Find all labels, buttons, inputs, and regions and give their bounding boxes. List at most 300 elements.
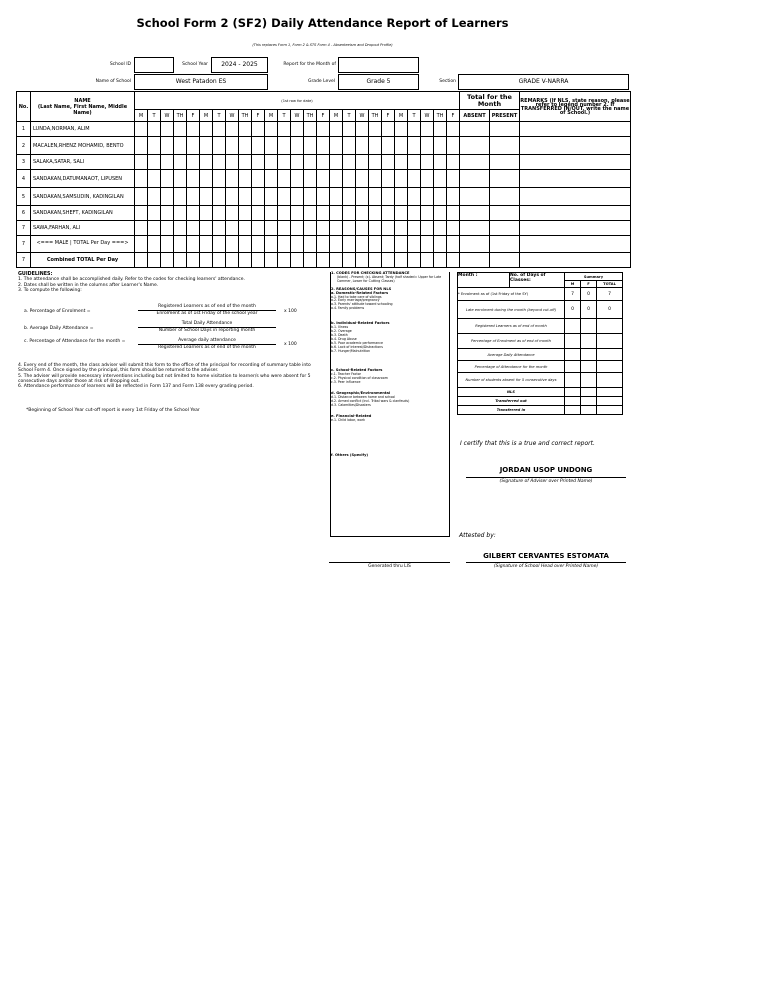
attendance-cell[interactable] — [265, 188, 278, 206]
attendance-cell[interactable] — [278, 155, 291, 170]
total-cell — [161, 236, 174, 253]
attendance-cell[interactable] — [343, 206, 356, 221]
attendance-cell[interactable] — [226, 155, 239, 170]
attendance-cell[interactable] — [317, 155, 330, 170]
learner-row — [17, 170, 631, 188]
attendance-cell[interactable] — [226, 137, 239, 155]
attendance-cell[interactable] — [161, 221, 174, 236]
head-caption: (Signature of School Head over Printed Name) — [493, 564, 599, 569]
summary-value-t: 7 — [597, 288, 623, 301]
day-label: W — [161, 110, 174, 122]
remarks-cell[interactable] — [520, 170, 631, 188]
formula-c-denominator: Registered Learners as of end of the month — [158, 345, 256, 350]
attendance-cell[interactable] — [265, 155, 278, 170]
attendance-cell[interactable] — [265, 221, 278, 236]
attendance-cell[interactable] — [434, 137, 447, 155]
form-title: School Form 2 (SF2) Daily Attendance Report of Learners — [136, 16, 509, 30]
reason-group-e: e. Financial-Related — [331, 413, 372, 418]
adviser-signature-line — [466, 477, 626, 478]
summary-row — [458, 334, 623, 349]
attendance-cell[interactable] — [434, 155, 447, 170]
attendance-cell[interactable] — [135, 122, 148, 137]
attendance-cell[interactable] — [239, 221, 252, 236]
day-label: TH — [174, 110, 187, 122]
summary-m-header: M — [565, 281, 581, 288]
attendance-cell[interactable] — [135, 137, 148, 155]
attendance-cell[interactable] — [239, 188, 252, 206]
attendance-cell[interactable] — [369, 155, 382, 170]
attendance-cell[interactable] — [408, 122, 421, 137]
attendance-cell[interactable] — [447, 221, 460, 236]
present-cell[interactable] — [490, 155, 520, 170]
attendance-cell[interactable] — [421, 221, 434, 236]
attendance-cell[interactable] — [174, 221, 187, 236]
attendance-cell[interactable] — [317, 188, 330, 206]
attendance-cell[interactable] — [291, 188, 304, 206]
attendance-cell[interactable] — [343, 137, 356, 155]
attendance-cell[interactable] — [330, 188, 343, 206]
attendance-cell[interactable] — [356, 137, 369, 155]
month-field[interactable] — [338, 57, 419, 73]
attendance-cell[interactable] — [135, 155, 148, 170]
attendance-cell[interactable] — [291, 206, 304, 221]
attendance-cell[interactable] — [369, 206, 382, 221]
attendance-cell[interactable] — [317, 122, 330, 137]
total-cell — [356, 253, 369, 268]
attendance-cell[interactable] — [343, 170, 356, 188]
learner-name: LUNDA,NORMAN, ALIM — [31, 122, 135, 137]
attendance-cell[interactable] — [395, 188, 408, 206]
attendance-cell[interactable] — [187, 188, 200, 206]
total-cell — [330, 236, 343, 253]
attendance-cell[interactable] — [369, 188, 382, 206]
attendance-cell[interactable] — [395, 170, 408, 188]
summary-row — [458, 373, 623, 388]
total-cell — [434, 236, 447, 253]
guideline-item: 4. Every end of the month, the class adviser will submit this form to the office of the principal for recording of summary table into School Form 4. Once signed by the principal, this form should be returned to the adviser. — [18, 363, 311, 374]
attendance-cell[interactable] — [174, 188, 187, 206]
attendance-cell[interactable] — [369, 221, 382, 236]
summary-value-f — [581, 397, 597, 406]
attendance-cell[interactable] — [213, 137, 226, 155]
reason-item: c.2. Physical condition of classroom — [331, 376, 388, 381]
attendance-cell[interactable] — [317, 206, 330, 221]
attendance-cell[interactable] — [447, 155, 460, 170]
reason-group-f: f. Others (Specify) — [331, 453, 369, 458]
day-label: T — [408, 110, 421, 122]
attendance-cell[interactable] — [408, 221, 421, 236]
school-name-field[interactable]: West Patadon ES — [134, 74, 268, 90]
total-cell — [520, 253, 631, 268]
attendance-cell[interactable] — [330, 170, 343, 188]
absent-cell[interactable] — [460, 206, 490, 221]
adviser-name: JORDAN USOP UNDONG — [499, 466, 593, 474]
attendance-cell[interactable] — [200, 155, 213, 170]
reason-group-d: d. Geographic/Environmental — [331, 391, 391, 396]
total-cell — [174, 236, 187, 253]
summary-value-m — [565, 319, 581, 334]
attendance-cell[interactable] — [317, 221, 330, 236]
summary-value-t — [597, 334, 623, 349]
attendance-cell[interactable] — [408, 206, 421, 221]
reason-item: b.2. Overage — [331, 328, 352, 333]
remarks-cell[interactable] — [520, 206, 631, 221]
attendance-cell[interactable] — [408, 188, 421, 206]
attendance-cell[interactable] — [408, 155, 421, 170]
present-cell[interactable] — [490, 188, 520, 206]
present-cell[interactable] — [490, 137, 520, 155]
present-cell[interactable] — [490, 122, 520, 137]
attendance-cell[interactable] — [330, 122, 343, 137]
attendance-cell[interactable] — [382, 170, 395, 188]
day-label: M — [135, 110, 148, 122]
reason-group-c: c. School-Related Factors — [331, 368, 383, 373]
summary-row — [458, 406, 623, 415]
remarks-cell[interactable] — [520, 155, 631, 170]
absent-cell[interactable] — [460, 122, 490, 137]
attendance-cell[interactable] — [226, 188, 239, 206]
attendance-cell[interactable] — [421, 122, 434, 137]
attendance-cell[interactable] — [291, 137, 304, 155]
learner-row — [17, 155, 631, 170]
remarks-cell[interactable] — [520, 221, 631, 236]
total-cell — [421, 236, 434, 253]
attested-text: Attested by: — [459, 532, 496, 539]
attendance-cell[interactable] — [369, 137, 382, 155]
day-label: M — [265, 110, 278, 122]
attendance-cell[interactable] — [447, 188, 460, 206]
present-cell[interactable] — [490, 221, 520, 236]
attendance-cell[interactable] — [148, 170, 161, 188]
attendance-cell[interactable] — [187, 122, 200, 137]
total-header: Total for the Month — [460, 92, 520, 110]
attendance-cell[interactable] — [265, 137, 278, 155]
attendance-cell[interactable] — [434, 221, 447, 236]
attendance-cell[interactable] — [161, 188, 174, 206]
summary-row-label: Percentage of Attendance for the month — [458, 361, 565, 373]
remarks-cell[interactable] — [520, 137, 631, 155]
reason-group-a: a. Domestic-Related Factors — [331, 290, 389, 295]
attendance-cell[interactable] — [226, 221, 239, 236]
attendance-cell[interactable] — [382, 221, 395, 236]
total-cell — [278, 253, 291, 268]
attendance-cell[interactable] — [304, 188, 317, 206]
attendance-cell[interactable] — [187, 206, 200, 221]
summary-value-m — [565, 373, 581, 388]
attendance-cell[interactable] — [213, 122, 226, 137]
attendance-cell[interactable] — [200, 188, 213, 206]
attendance-cell[interactable] — [447, 206, 460, 221]
attendance-cell[interactable] — [278, 122, 291, 137]
male-total-label: <=== MALE | TOTAL Per Day ===> — [31, 236, 135, 253]
attendance-cell[interactable] — [135, 170, 148, 188]
attendance-cell[interactable] — [317, 137, 330, 155]
attendance-cell[interactable] — [148, 155, 161, 170]
attendance-cell[interactable] — [421, 155, 434, 170]
attendance-cell[interactable] — [369, 122, 382, 137]
attendance-cell[interactable] — [200, 122, 213, 137]
attendance-cell[interactable] — [330, 206, 343, 221]
attendance-cell[interactable] — [434, 170, 447, 188]
attendance-cell[interactable] — [174, 122, 187, 137]
attendance-cell[interactable] — [252, 188, 265, 206]
attendance-cell[interactable] — [421, 206, 434, 221]
attendance-cell[interactable] — [187, 155, 200, 170]
attendance-cell[interactable] — [161, 122, 174, 137]
day-label: T — [213, 110, 226, 122]
attendance-cell[interactable] — [395, 155, 408, 170]
attendance-cell[interactable] — [252, 137, 265, 155]
attendance-cell[interactable] — [148, 188, 161, 206]
summary-row-label: Late enrolment during the month (beyond cut-off) — [458, 301, 565, 319]
attendance-cell[interactable] — [421, 137, 434, 155]
total-cell — [460, 236, 490, 253]
form-subtitle: (This replaces Form 1, Form 2 & STS Form 4 - Absenteeism and Dropout Profile) — [252, 43, 393, 47]
attendance-cell[interactable] — [174, 137, 187, 155]
attendance-cell[interactable] — [434, 122, 447, 137]
summary-value-t — [597, 397, 623, 406]
section-label: Section — [439, 79, 456, 84]
attendance-cell[interactable] — [343, 122, 356, 137]
attendance-cell[interactable] — [356, 170, 369, 188]
attendance-cell[interactable] — [356, 188, 369, 206]
attendance-cell[interactable] — [356, 155, 369, 170]
present-cell[interactable] — [490, 170, 520, 188]
combined-total-label: Combined TOTAL Per Day — [31, 253, 135, 268]
attendance-cell[interactable] — [226, 206, 239, 221]
summary-value-m — [565, 361, 581, 373]
attendance-cell[interactable] — [291, 122, 304, 137]
attendance-cell[interactable] — [252, 155, 265, 170]
attendance-cell[interactable] — [161, 170, 174, 188]
attendance-cell[interactable] — [408, 170, 421, 188]
attendance-cell[interactable] — [343, 155, 356, 170]
attendance-cell[interactable] — [382, 122, 395, 137]
attendance-cell[interactable] — [304, 155, 317, 170]
attendance-cell[interactable] — [148, 137, 161, 155]
attendance-cell[interactable] — [291, 155, 304, 170]
attendance-cell[interactable] — [252, 206, 265, 221]
present-cell[interactable] — [490, 206, 520, 221]
attendance-cell[interactable] — [369, 170, 382, 188]
day-label: M — [200, 110, 213, 122]
day-label: TH — [369, 110, 382, 122]
total-cell — [213, 236, 226, 253]
day-label: F — [187, 110, 200, 122]
attendance-cell[interactable] — [239, 170, 252, 188]
attendance-cell[interactable] — [304, 221, 317, 236]
summary-value-f — [581, 319, 597, 334]
attendance-cell[interactable] — [278, 206, 291, 221]
total-cell — [135, 253, 148, 268]
total-cell — [343, 236, 356, 253]
summary-row — [458, 388, 623, 397]
attendance-cell[interactable] — [226, 122, 239, 137]
attendance-cell[interactable] — [395, 137, 408, 155]
name-header: NAME (Last Name, First Name, Middle Name) — [31, 92, 135, 122]
attendance-cell[interactable] — [200, 206, 213, 221]
attendance-cell[interactable] — [135, 221, 148, 236]
day-label: T — [278, 110, 291, 122]
total-cell — [369, 236, 382, 253]
attendance-cell[interactable] — [161, 206, 174, 221]
attendance-cell[interactable] — [265, 206, 278, 221]
total-cell — [148, 236, 161, 253]
attendance-cell[interactable] — [213, 206, 226, 221]
attendance-cell[interactable] — [382, 188, 395, 206]
attendance-cell[interactable] — [434, 188, 447, 206]
school-year-field[interactable]: 2024 - 2025 — [211, 57, 268, 73]
remarks-header: REMARKS (If NLS, state reason, please refer to legend number 2. If TRANSFERRED IN/OUT, write the name of School.) — [520, 92, 631, 122]
section-field[interactable]: GRADE V-NARRA — [458, 74, 629, 90]
attendance-cell[interactable] — [304, 206, 317, 221]
total-cell — [395, 253, 408, 268]
attendance-cell[interactable] — [447, 137, 460, 155]
attendance-cell[interactable] — [174, 170, 187, 188]
attendance-cell[interactable] — [356, 221, 369, 236]
total-cell — [356, 236, 369, 253]
attendance-cell[interactable] — [226, 170, 239, 188]
attendance-cell[interactable] — [382, 155, 395, 170]
attendance-cell[interactable] — [304, 137, 317, 155]
attendance-cell[interactable] — [174, 155, 187, 170]
attendance-cell[interactable] — [330, 155, 343, 170]
attendance-cell[interactable] — [317, 170, 330, 188]
summary-value-f — [581, 349, 597, 361]
attendance-cell[interactable] — [291, 170, 304, 188]
attendance-cell[interactable] — [382, 206, 395, 221]
attendance-cell[interactable] — [395, 206, 408, 221]
attendance-cell[interactable] — [239, 155, 252, 170]
adviser-caption: (Signature of Adviser over Printed Name) — [499, 479, 593, 484]
cutoff-note: *Beginning of School Year cut-off report is every 1st Friday of the School Year — [26, 408, 200, 413]
attendance-cell[interactable] — [343, 221, 356, 236]
attendance-cell[interactable] — [278, 170, 291, 188]
attendance-cell[interactable] — [304, 170, 317, 188]
absent-cell[interactable] — [460, 221, 490, 236]
learner-name: SANDAKAN,SHEFT, KADINGILAN — [31, 206, 135, 221]
learner-name: MACALEN,RHENZ MOHAMID, BENTO — [31, 137, 135, 155]
summary-row — [458, 301, 623, 319]
day-label: T — [343, 110, 356, 122]
attendance-cell[interactable] — [213, 170, 226, 188]
attendance-cell[interactable] — [200, 221, 213, 236]
attendance-cell[interactable] — [213, 188, 226, 206]
attendance-cell[interactable] — [356, 206, 369, 221]
learner-name: SANDAKAN,SAMSUDIN, KADINGILAN — [31, 188, 135, 206]
total-cell — [187, 236, 200, 253]
attendance-cell[interactable] — [252, 170, 265, 188]
attendance-cell[interactable] — [356, 122, 369, 137]
absent-cell[interactable] — [460, 170, 490, 188]
attendance-cell[interactable] — [421, 188, 434, 206]
day-label: TH — [434, 110, 447, 122]
attendance-cell[interactable] — [434, 206, 447, 221]
attendance-cell[interactable] — [148, 221, 161, 236]
attendance-cell[interactable] — [200, 170, 213, 188]
summary-value-m: 7 — [565, 288, 581, 301]
learner-row — [17, 137, 631, 155]
summary-row-label: Transferred in — [458, 406, 565, 415]
formula-a — [138, 304, 276, 316]
attendance-cell[interactable] — [395, 122, 408, 137]
attendance-cell[interactable] — [278, 188, 291, 206]
attendance-cell[interactable] — [239, 137, 252, 155]
remarks-cell[interactable] — [520, 188, 631, 206]
learner-row — [17, 221, 631, 236]
attendance-cell[interactable] — [148, 122, 161, 137]
attendance-cell[interactable] — [174, 206, 187, 221]
attendance-cell[interactable] — [421, 170, 434, 188]
summary-value-t — [597, 406, 623, 415]
attendance-cell[interactable] — [304, 122, 317, 137]
attendance-cell[interactable] — [382, 137, 395, 155]
absent-cell[interactable] — [460, 155, 490, 170]
attendance-cell[interactable] — [187, 221, 200, 236]
attendance-cell[interactable] — [291, 221, 304, 236]
attendance-cell[interactable] — [447, 170, 460, 188]
grade-level-field[interactable]: Grade 5 — [338, 74, 419, 90]
learner-no: 1 — [17, 122, 31, 137]
learner-row — [17, 122, 631, 137]
total-cell — [187, 253, 200, 268]
formula-c-numerator: Average daily attendance — [138, 338, 276, 345]
attendance-cell[interactable] — [395, 221, 408, 236]
attendance-cell[interactable] — [278, 137, 291, 155]
attendance-cell[interactable] — [187, 170, 200, 188]
attendance-cell[interactable] — [343, 188, 356, 206]
day-label: TH — [239, 110, 252, 122]
attendance-cell[interactable] — [161, 155, 174, 170]
formula-b — [138, 321, 276, 333]
attendance-cell[interactable] — [252, 122, 265, 137]
total-cell — [200, 253, 213, 268]
attendance-cell[interactable] — [213, 221, 226, 236]
attendance-cell[interactable] — [148, 206, 161, 221]
present-header: PRESENT — [490, 110, 520, 122]
reason-item: b.4. Drug Abuse — [331, 336, 357, 341]
attendance-cell[interactable] — [265, 122, 278, 137]
learner-no: 6 — [17, 206, 31, 221]
attendance-cell[interactable] — [213, 155, 226, 170]
attendance-cell[interactable] — [330, 221, 343, 236]
attendance-cell[interactable] — [161, 137, 174, 155]
summary-value-f — [581, 361, 597, 373]
attendance-cell[interactable] — [239, 122, 252, 137]
total-cell — [135, 236, 148, 253]
attendance-cell[interactable] — [187, 137, 200, 155]
attendance-cell[interactable] — [239, 206, 252, 221]
remarks-cell[interactable] — [520, 122, 631, 137]
attendance-cell[interactable] — [135, 206, 148, 221]
absent-cell[interactable] — [460, 188, 490, 206]
learner-no: 2 — [17, 137, 31, 155]
attendance-cell[interactable] — [135, 188, 148, 206]
attendance-cell[interactable] — [265, 170, 278, 188]
attendance-cell[interactable] — [408, 137, 421, 155]
school-id-field[interactable] — [134, 57, 174, 73]
combined-total-no: 7 — [17, 253, 31, 268]
attendance-cell[interactable] — [252, 221, 265, 236]
total-cell — [265, 253, 278, 268]
reason-item: a.4. Family problems — [331, 306, 365, 311]
total-cell — [291, 236, 304, 253]
attendance-cell[interactable] — [278, 221, 291, 236]
attendance-cell[interactable] — [200, 137, 213, 155]
absent-cell[interactable] — [460, 137, 490, 155]
attendance-cell[interactable] — [330, 137, 343, 155]
attendance-cell[interactable] — [447, 122, 460, 137]
